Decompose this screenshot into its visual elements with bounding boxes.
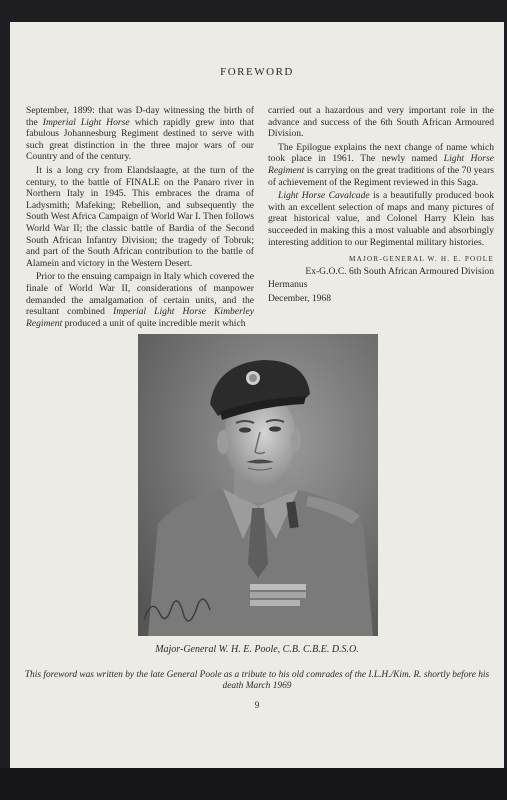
paragraph: It is a long cry from Elandslaagte, at the turn of the century, to the battle of FINALE on the Panaro river in Northern Italy in 1945. This embraces the drama of Ladysmith; Mafeking; Rebellion, and subsequently the South West Africa Campaign of World War I. Then follows World War II; the classic battle of Bardia of the Second South African Infantry Division; the tragedy of Tobruk; and part of the South African contribution to the battle of Alamein and victory in the Western Desert. (26, 164, 254, 269)
regiment-name: Imperial Light Horse (42, 116, 130, 128)
portrait-illustration (138, 334, 378, 636)
paragraph: Prior to the ensuing campaign in Italy which covered the finale of World War II, considerations of manpower demanded the amalgamation of certain units, and the resultant combined Imperial Light Horse Kimberley Regiment produced a unit of quite incredible merit which (26, 271, 254, 329)
right-column (268, 105, 494, 307)
regiment-name: Light Horse Regiment (268, 153, 494, 176)
left-column (26, 105, 254, 331)
paragraph: September, 1899: that was D-day witnessing the birth of the Imperial Light Horse which rapidly grew into that fabulous Johannesburg Regiment destined to serve with such great distinction in the three major wars of our Country and of the century. (26, 105, 255, 163)
signatory-name: MAJOR-GENERAL W. H. E. POOLE (349, 255, 494, 264)
page-number: 9 (254, 700, 260, 710)
signature-place: Hermanus (268, 279, 308, 291)
regiment-name: Imperial Light Horse Kimberley Regiment (26, 306, 254, 329)
paragraph: Light Horse Cavalcade is a beautifully produced book with an excellent selection of maps and many pictures of great historical value, and Colonel Harry Klein has succeeded in making this a most valuable and absorbingly interesting addition to our Regimental military histories. (268, 190, 494, 248)
photo-caption: Major-General W. H. E. Poole, C.B. C.B.E. D.S.O. (155, 644, 359, 655)
signatory-title: Ex-G.O.C. 6th South African Armoured Division (305, 265, 494, 277)
book-title: Light Horse Cavalcade (278, 190, 370, 202)
scanner-background (0, 768, 507, 800)
page-heading: FOREWORD (220, 66, 294, 78)
paragraph: The Epilogue explains the next change of name which took place in 1961. The newly named Light Horse Regiment is carrying on the great traditions of the 70 years of achievement of the Regiment reviewed in this Saga. (268, 141, 494, 188)
portrait-photo (138, 334, 378, 636)
tribute-note: This foreword was written by the late General Poole as a tribute to his old comrades of the I.L.H./Kim. R. shortly before his death March 1969 (24, 670, 490, 691)
book-page (10, 22, 504, 768)
paragraph: carried out a hazardous and very important role in the advance and success of the 6th South African Armoured Division. (268, 105, 494, 140)
signature-date: December, 1968 (268, 292, 332, 304)
